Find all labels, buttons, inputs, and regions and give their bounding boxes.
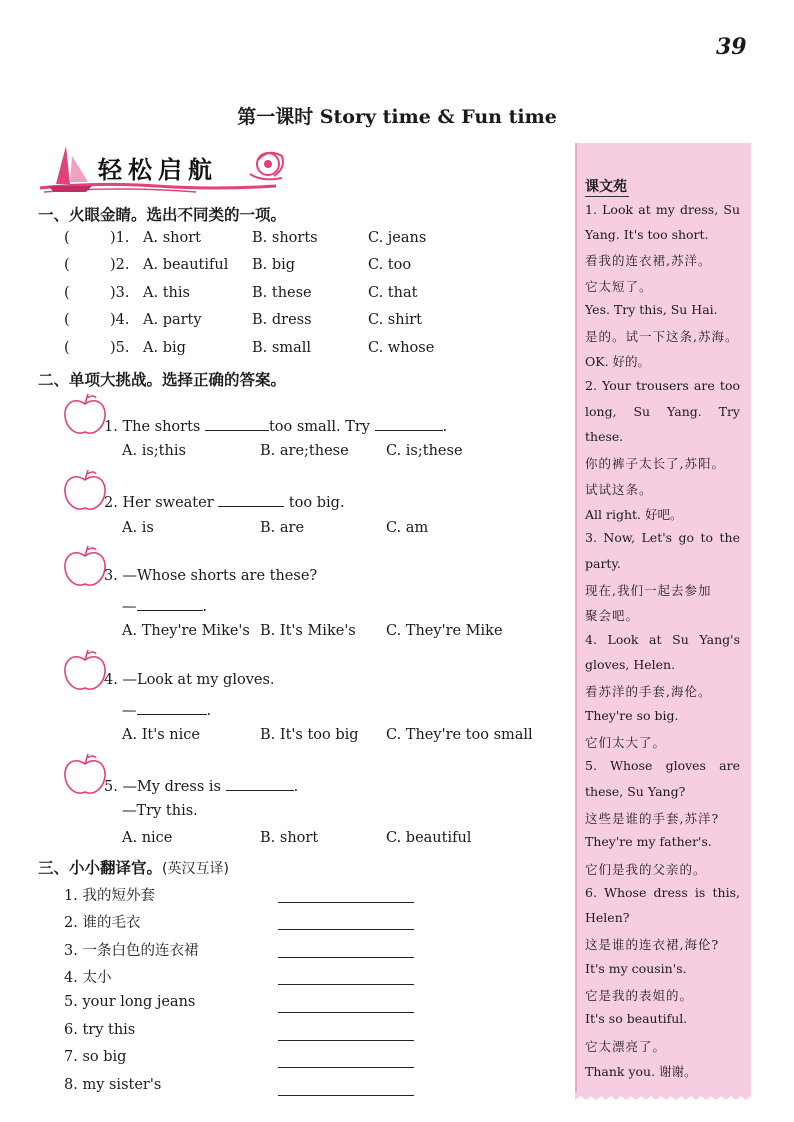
s1-q3-paren: ( [64,285,70,301]
s1-q3-c: C. that [368,285,418,301]
section2-heading: 二、单项大挑战。选择正确的答案。 [38,371,287,389]
s1-q4-num: )4. [110,312,130,328]
s1-q3-a: A. this [143,285,190,301]
s3-item-2: 2. 谁的毛衣 [64,915,141,931]
s3-answer-line[interactable] [278,929,414,930]
sidebar-zigzag-edge [575,1092,751,1102]
s1-q2-num: )2. [110,257,130,273]
s2-q3-answer-line: — . [122,596,207,615]
s3-answer-line[interactable] [278,1012,414,1013]
s2-q2-stem: 2. Her sweater too big. [104,492,345,511]
sidebar-line: 你的裤子太长了,苏阳。 [585,456,725,471]
logo-text: 轻松启航 [98,155,218,184]
sidebar-line: 6. Whose dress is this, [585,885,740,900]
s1-q3-num: )3. [110,285,130,301]
s3-answer-line[interactable] [278,1095,414,1096]
sidebar-line: They're so big. [585,708,679,723]
s1-q4-c: C. shirt [368,312,422,328]
s1-q2-paren: ( [64,257,70,273]
s2-q3-a: A. They're Mike's [122,623,250,639]
sidebar-line: these. [585,429,624,444]
s2-q1-stem: 1. The shorts too small. Try . [104,416,447,435]
s2-q2-c: C. am [386,520,429,536]
s1-q4-paren: ( [64,312,70,328]
s1-q1-a: A. short [143,230,201,246]
s2-q1-c: C. is;these [386,443,463,459]
apple-icon [62,544,108,590]
s3-item-7: 7. so big [64,1049,127,1065]
sidebar-line: 是的。试一下这条,苏海。 [585,329,739,344]
sidebar-line: 看我的连衣裙,苏洋。 [585,253,712,268]
apple-icon [62,392,108,438]
s3-item-3: 3. 一条白色的连衣裙 [64,943,199,959]
sidebar-line: 4. Look at Su Yang's [585,632,740,647]
s1-q4-a: A. party [143,312,202,328]
section3-heading: 三、小小翻译官。(英汉互译) [38,859,229,877]
s2-q5-stem: 5. —My dress is . [104,776,298,795]
s2-q5-a: A. nice [122,830,173,846]
sidebar-line: 聚会吧。 [585,608,640,623]
s1-q2-b: B. big [252,257,296,273]
sidebar-line: All right. 好吧。 [585,507,683,522]
s3-item-1: 1. 我的短外套 [64,888,155,904]
sidebar-line: 5. Whose gloves are [585,758,740,773]
s2-q4-a: A. It's nice [122,727,200,743]
s3-item-4: 4. 太小 [64,970,112,986]
sidebar-line: Yang. It's too short. [585,227,709,242]
s3-item-5: 5. your long jeans [64,994,196,1010]
s2-q1-a: A. is;this [122,443,186,459]
s1-q5-c: C. whose [368,340,435,356]
s2-q2-b: B. are [260,520,305,536]
sidebar-line: Yes. Try this, Su Hai. [585,302,718,317]
s1-q1-paren: ( [64,230,70,246]
sidebar-title-underline [585,196,629,197]
s2-q5-line2: —Try this. [122,803,198,819]
sidebar-line: 它们太大了。 [585,735,667,750]
s1-q1-num: )1. [110,230,130,246]
sidebar-line: gloves, Helen. [585,657,676,672]
sidebar-line: It's my cousin's. [585,961,687,976]
s1-q5-num: )5. [110,340,130,356]
s2-q3-b: B. It's Mike's [260,623,356,639]
page-number: 39 [716,34,747,60]
sidebar-line: long, Su Yang. Try [585,404,740,419]
s2-q5-c: C. beautiful [386,830,472,846]
s2-q4-b: B. It's too big [260,727,359,743]
s2-q5-b: B. short [260,830,319,846]
lesson-title: 第一课时 Story time & Fun time [237,106,557,128]
s1-q5-a: A. big [143,340,186,356]
s2-q3-c: C. They're Mike [386,623,503,639]
apple-icon [62,468,108,514]
sidebar-line: It's so beautiful. [585,1011,688,1026]
sidebar-title: 课文苑 [585,179,627,195]
apple-icon [62,752,108,798]
s2-q4-answer-line: — . [122,700,211,719]
sidebar-line: 2. Your trousers are too [585,378,740,393]
s3-answer-line[interactable] [278,957,414,958]
sidebar-line: 看苏洋的手套,海伦。 [585,684,712,699]
s1-q1-b: B. shorts [252,230,318,246]
sidebar-line: 它太漂亮了。 [585,1039,667,1054]
sidebar-line: 这些是谁的手套,苏洋? [585,811,720,826]
sidebar-line: 它太短了。 [585,279,653,294]
sidebar-line: They're my father's. [585,834,712,849]
s2-q1-b: B. are;these [260,443,349,459]
sidebar-line: Helen? [585,910,630,925]
s1-q2-c: C. too [368,257,412,273]
s1-q1-c: C. jeans [368,230,427,246]
s3-answer-line[interactable] [278,1040,414,1041]
sidebar-line: these, Su Yang? [585,784,686,799]
s3-answer-line[interactable] [278,1067,414,1068]
sidebar-line: 3. Now, Let's go to the [585,530,740,545]
sidebar-line: Thank you. 谢谢。 [585,1064,697,1079]
s2-q4-line1: 4. —Look at my gloves. [104,672,275,688]
sidebar-line: 它是我的表姐的。 [585,988,694,1003]
s1-q2-a: A. beautiful [143,257,229,273]
s1-q4-b: B. dress [252,312,312,328]
s2-q3-line1: 3. —Whose shorts are these? [104,568,318,584]
sidebar-line: 1. Look at my dress, Su [585,202,740,217]
s1-q5-b: B. small [252,340,311,356]
s3-item-8: 8. my sister's [64,1077,162,1093]
sidebar-line: party. [585,556,621,571]
s2-q2-a: A. is [122,520,154,536]
sidebar-line: 它们是我的父亲的。 [585,862,707,877]
s3-answer-line[interactable] [278,984,414,985]
s1-q5-paren: ( [64,340,70,356]
section1-heading: 一、火眼金睛。选出不同类的一项。 [38,206,287,224]
s1-q3-b: B. these [252,285,312,301]
sidebar-line: OK. 好的。 [585,354,651,369]
s3-item-6: 6. try this [64,1022,136,1038]
s3-answer-line[interactable] [278,902,414,903]
s2-q4-c: C. They're too small [386,727,533,743]
sidebar-line: 现在,我们一起去参加 [585,583,712,598]
sidebar-line: 试试这条。 [585,482,653,497]
sidebar-line: 这是谁的连衣裙,海伦? [585,937,720,952]
apple-icon [62,648,108,694]
